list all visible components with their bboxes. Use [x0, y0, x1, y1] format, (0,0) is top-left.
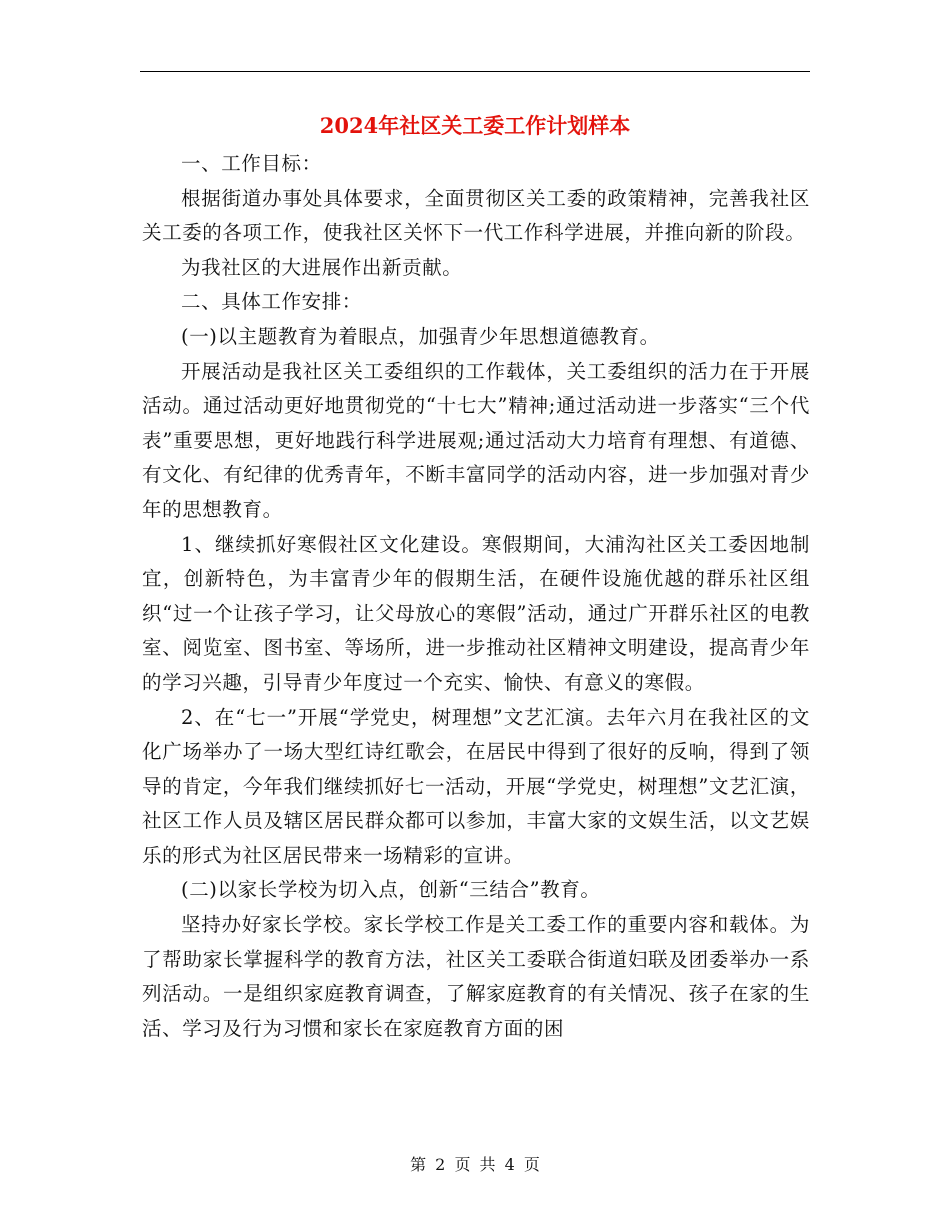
body-paragraph: 开展活动是我社区关工委组织的工作载体，关工委组织的活力在于开展活动。通过活动更好地贯彻党的“十七大”精神;通过活动进一步落实“三个代表”重要思想，更好地践行科学进展观;通过活动大力培育有理想、有道德、有文化、有纪律的优秀青年，不断丰富同学的活动内容，进一步加强对青少年的思想教育。 [142, 359, 810, 521]
body-paragraph: 根据街道办事处具体要求，全面贯彻区关工委的政策精神，完善我社区关工委的各项工作，使我社区关怀下一代工作科学进展，并推向新的阶段。 [142, 186, 810, 245]
section-heading-arrangements: 二、具体工作安排： [181, 290, 362, 314]
subsection-heading: (二)以家长学校为切入点，创新“三结合”教育。 [181, 878, 601, 902]
header-rule [140, 71, 810, 72]
section-heading-goals: 一、工作目标： [181, 152, 322, 175]
page-number-footer: 第 2 页 共 4 页 [410, 1155, 540, 1174]
subsection-heading: (一)以主题教育为着眼点，加强青少年思想道德教育。 [181, 324, 660, 348]
document-title: 2024年社区关工委工作计划样本 [319, 113, 631, 138]
body-paragraph: 坚持办好家长学校。家长学校工作是关工委工作的重要内容和载体。为了帮助家长掌握科学的教育方法，社区关工委联合街道妇联及团委举办一系列活动。一是组织家庭教育调查，了解家庭教育的有关情况、孩子在家的生活、学习及行为习惯和家长在家庭教育方面的困 [142, 913, 810, 1040]
document-body [142, 147, 810, 1046]
body-paragraph: 为我社区的大进展作出新贡献。 [181, 255, 463, 279]
body-paragraph: 2、在“七一”开展“学党史，树理想”文艺汇演。去年六月在我社区的文化广场举办了一场大型红诗红歌会，在居民中得到了很好的反响，得到了领导的肯定，今年我们继续抓好七一活动，开展“学党史，树理想”文艺汇演，社区工作人员及辖区居民群众都可以参加，丰富大家的文娱生活，以文艺娱乐的形式为社区居民带来一场精彩的宣讲。 [142, 705, 810, 867]
body-paragraph: 1、继续抓好寒假社区文化建设。寒假期间，大浦沟社区关工委因地制宜，创新特色，为丰富青少年的假期生活，在硬件设施优越的群乐社区组织“过一个让孩子学习，让父母放心的寒假”活动，通过广开群乐社区的电教室、阅览室、图书室、等场所，进一步推动社区精神文明建设，提高青少年的学习兴趣，引导青少年度过一个充实、愉快、有意义的寒假。 [142, 532, 810, 694]
